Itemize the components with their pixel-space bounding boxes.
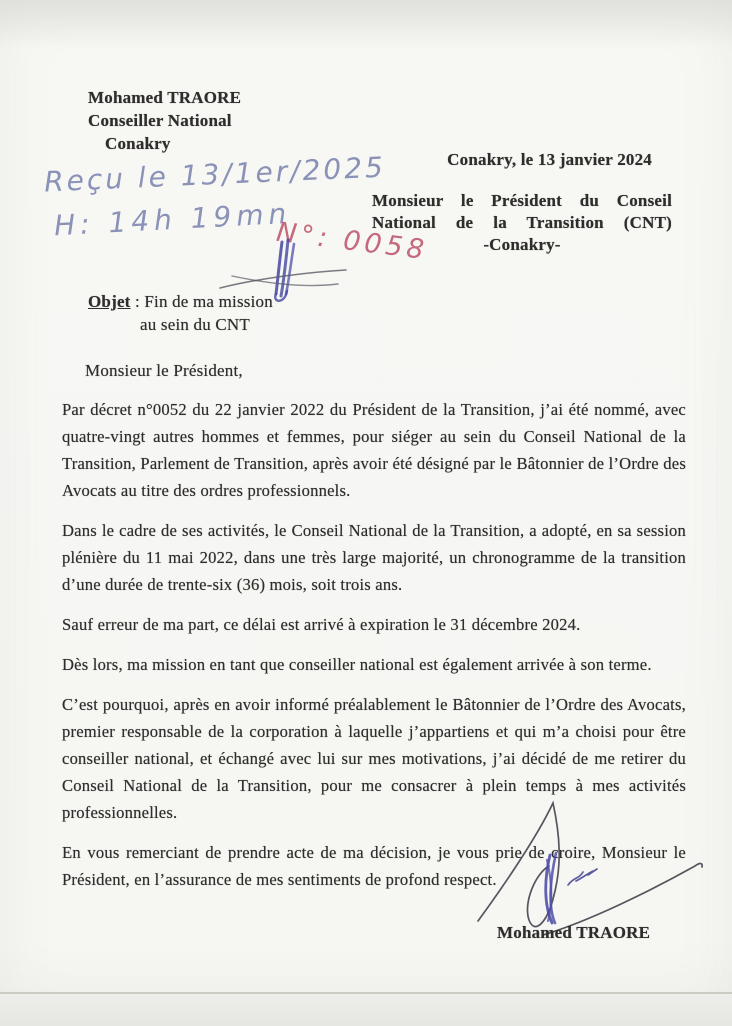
sender-block bbox=[88, 86, 241, 155]
recipient-line-3: -Conakry- bbox=[483, 235, 561, 254]
subject-text: : Fin de ma mission bbox=[130, 292, 273, 311]
subject-label: Objet bbox=[88, 292, 131, 311]
subject-line-2: au sein du CNT bbox=[140, 315, 250, 334]
signature-name: Mohamed TRAORE bbox=[497, 923, 651, 942]
paragraph: Dans le cadre de ses activités, le Conseil National de la Transition, a adopté, en sa session plénière du 11 mai 2022, dans une très large majorité, un chronogramme de la transition d’une durée de trente-six (36) mois, soit trois ans. bbox=[62, 521, 686, 594]
salutation: Monsieur le Président, bbox=[85, 361, 243, 380]
sender-city: Conakry bbox=[105, 134, 171, 153]
sender-title: Conseiller National bbox=[88, 111, 232, 130]
paragraph: Sauf erreur de ma part, ce délai est arrivé à expiration le 31 décembre 2024. bbox=[62, 615, 581, 634]
paragraph: C’est pourquoi, après en avoir informé préalablement le Bâtonnier de l’Ordre des Avocats, premier responsable de la corporation à laquelle j’appartiens et qui m’a choisi pour être conseiller national, et échangé avec lui sur mes motivations, j’ai décidé de me retirer du Conseil National de la Transition, pour me consacrer à plein temps à mes activités professionnelles. bbox=[62, 695, 686, 822]
handwritten-received-time: H: 14h 19mn bbox=[53, 196, 293, 243]
recipient-block bbox=[372, 190, 672, 256]
paragraph: Par décret n°0052 du 22 janvier 2022 du Président de la Transition, j’ai été nommé, avec quatre-vingt autres hommes et femmes, pour siéger au sein du Conseil National de la Transition, Parlement de Transition, après avoir été désigné par le Bâtonnier de l’Ordre des Avocats au titre des ordres professionnels. bbox=[62, 400, 686, 500]
dateline: Conakry, le 13 janvier 2024 bbox=[447, 150, 652, 169]
sender-name: Mohamed TRAORE bbox=[88, 88, 242, 107]
recipient-line-1: Monsieur le Président du Conseil bbox=[372, 191, 672, 210]
recipient-line-2: National de la Transition (CNT) bbox=[372, 213, 672, 232]
scan-top-shadow bbox=[0, 0, 732, 46]
page-bottom-edge bbox=[0, 992, 732, 1026]
subject-block bbox=[88, 290, 273, 336]
paragraph: Dès lors, ma mission en tant que conseiller national est également arrivée à son terme. bbox=[62, 655, 652, 674]
handwritten-received-date: Reçu le 13/1er/2025 bbox=[43, 150, 387, 199]
paragraph: En vous remerciant de prendre acte de ma décision, je vous prie de croire, Monsieur le Président, en l’assurance de mes sentiments de profond respect. bbox=[62, 843, 686, 889]
handwritten-reference-number: N°: 0058 bbox=[274, 216, 430, 267]
subject-line-1 bbox=[88, 290, 273, 313]
